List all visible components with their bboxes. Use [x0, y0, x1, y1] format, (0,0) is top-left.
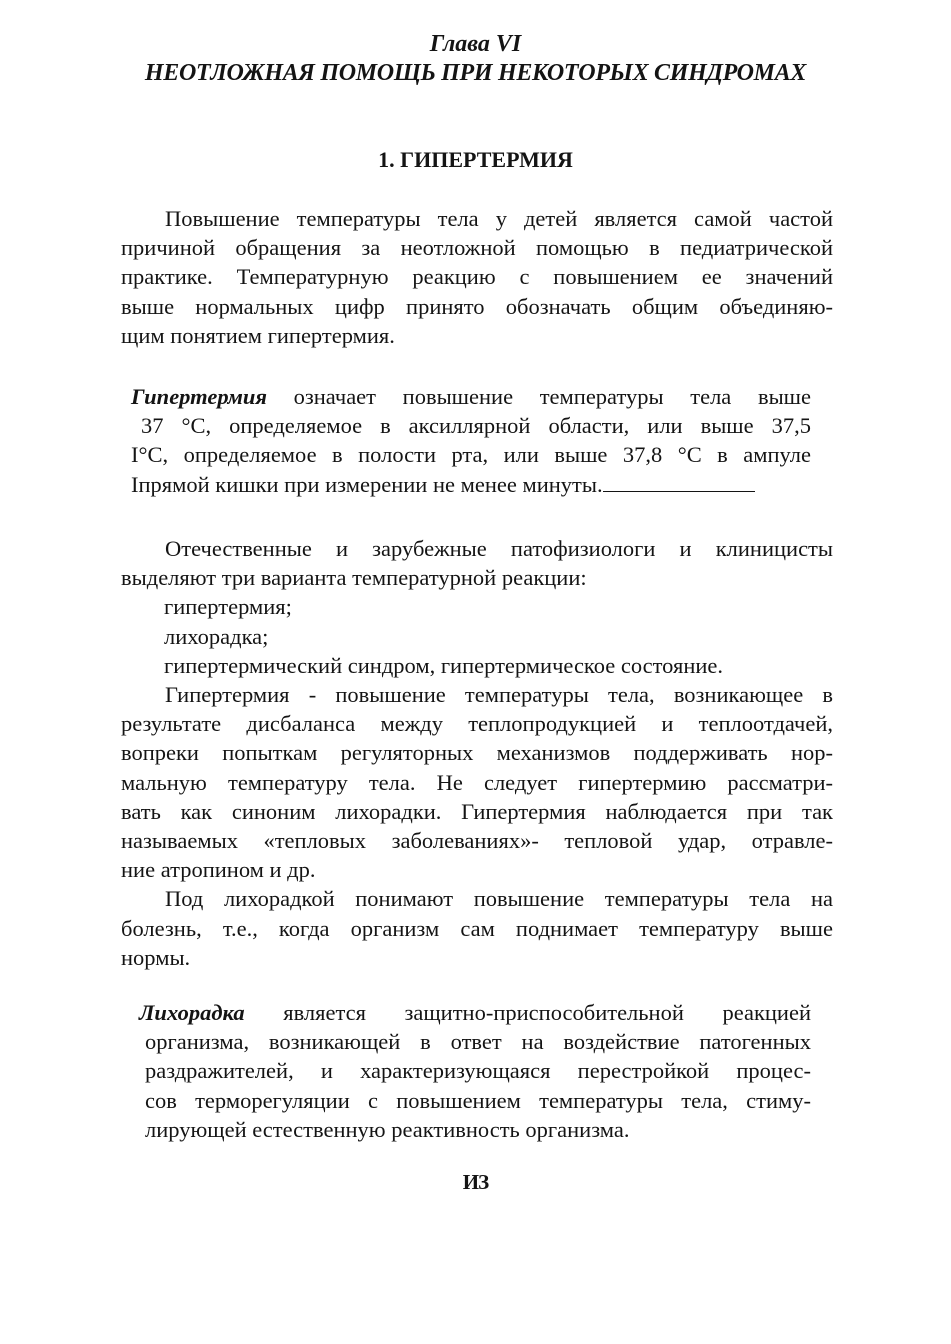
text-line: болезнь, т.е., когда организм сам поднимает температуру выше	[121, 915, 833, 941]
definition-text: означает повышение температуры тела выше	[266, 384, 811, 409]
text-line: называемых «тепловых заболеваниях»- тепловой удар, отравле-	[121, 828, 833, 854]
text-line: вать как синоним лихорадки. Гипертермия наблюдается при так	[121, 798, 833, 824]
definition-text: является защитно-приспособительной реакцией	[244, 1000, 811, 1025]
list-item: гипертермия;	[164, 594, 292, 620]
text-line: практике. Температурную реакцию с повышением ее значений	[121, 264, 833, 290]
text-line: результате дисбаланса между теплопродукцией и теплоотдачей,	[121, 711, 833, 737]
definition-line: 37 °С, определяемое в аксиллярной области, или выше 37,5	[141, 413, 811, 439]
text-line: щим понятием гипертермия.	[121, 322, 395, 348]
text-line: Гипертермия - повышение температуры тела, возникающее в	[165, 682, 833, 708]
text-line: мальную температуру тела. Не следует гипертермию рассматри-	[121, 769, 833, 795]
list-item: лихорадка;	[164, 623, 269, 649]
definition-line: раздражителей, и характеризующаяся перестройкой процес-	[145, 1058, 811, 1084]
chapter-number: Глава VI	[429, 31, 522, 57]
definition-term: Гипертермия	[131, 384, 267, 409]
intro-paragraph	[121, 204, 833, 350]
definition-line: сов терморегуляции с повышением температуры тела, стиму-	[145, 1087, 811, 1113]
text-line: ние атропином и др.	[121, 857, 316, 883]
text-line: нормы.	[121, 944, 191, 970]
chapter-title: НЕОТЛОЖНАЯ ПОМОЩЬ ПРИ НЕКОТОРЫХ СИНДРОМАХ	[144, 60, 807, 86]
section-title: 1. ГИПЕРТЕРМИЯ	[378, 147, 573, 172]
text-line: выше нормальных цифр принято обозначать общим объединяю-	[121, 293, 833, 319]
underline-rule	[603, 471, 755, 492]
definition-line: организма, возникающей в ответ на воздействие патогенных	[145, 1029, 811, 1055]
definition-line	[131, 382, 811, 411]
definition-line: I°С, определяемое в полости рта, или выше 37,8 °С в ампуле	[131, 442, 811, 468]
text-line: Повышение температуры тела у детей является самой частой	[165, 206, 833, 231]
text-line: выделяют три варианта температурной реакции:	[121, 565, 587, 591]
page-number: ИЗ	[462, 1170, 489, 1194]
definition-line: лирующей естественную реактивность организма.	[145, 1116, 630, 1142]
definition-line	[139, 998, 811, 1027]
text-line: причиной обращения за неотложной помощью в педиатрической	[121, 235, 833, 261]
text-line: вопреки попыткам регуляторных механизмов поддерживать нор-	[121, 740, 833, 766]
definition-text: Iпрямой кишки при измерении не менее минуты.	[131, 471, 603, 497]
definition-term: Лихорадка	[139, 1000, 245, 1025]
list-item: гипертермический синдром, гипертермическое состояние.	[164, 652, 724, 678]
text-line: Под лихорадкой понимают повышение температуры тела на	[165, 886, 833, 912]
text-line: Отечественные и зарубежные патофизиологи и клиницисты	[165, 536, 833, 561]
definition-fever	[139, 998, 811, 1144]
definition-hyperthermia	[131, 382, 811, 499]
definition-line	[131, 470, 811, 499]
body-text	[121, 534, 833, 972]
